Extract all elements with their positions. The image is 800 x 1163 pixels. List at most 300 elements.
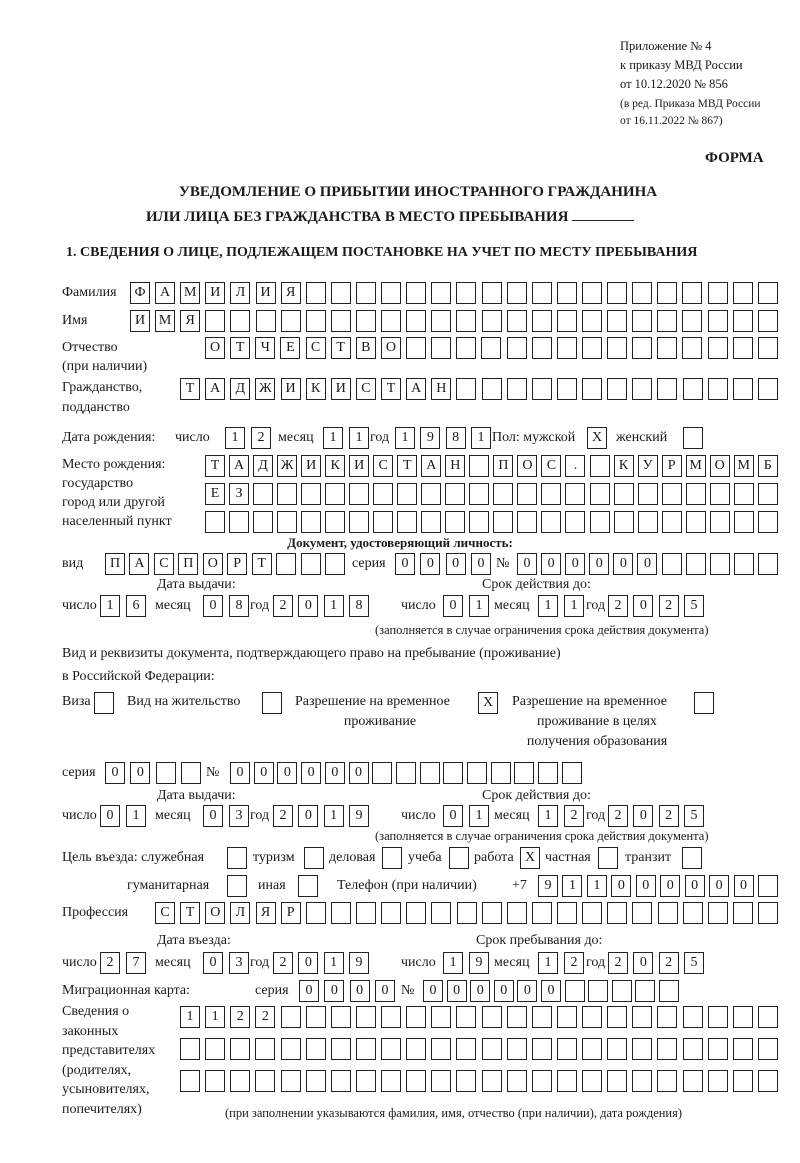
valid-year-boxes[interactable] xyxy=(608,595,704,617)
char-box[interactable] xyxy=(557,1006,577,1028)
char-box[interactable]: 0 xyxy=(443,805,463,827)
char-box[interactable] xyxy=(276,553,296,575)
char-box[interactable]: 2 xyxy=(564,952,584,974)
char-box[interactable] xyxy=(683,1038,703,1060)
char-box[interactable]: 9 xyxy=(538,875,558,897)
char-box[interactable]: 0 xyxy=(447,980,467,1002)
char-box[interactable] xyxy=(481,337,501,359)
char-box[interactable]: 2 xyxy=(273,595,293,617)
char-box[interactable]: О xyxy=(203,553,223,575)
char-box[interactable] xyxy=(356,310,376,332)
char-box[interactable] xyxy=(469,483,489,505)
char-box[interactable]: Е xyxy=(205,483,225,505)
char-box[interactable]: 0 xyxy=(471,553,491,575)
char-box[interactable]: М xyxy=(734,455,754,477)
char-box[interactable] xyxy=(565,511,585,533)
char-box[interactable] xyxy=(590,511,610,533)
char-box[interactable] xyxy=(445,483,465,505)
char-box[interactable] xyxy=(356,282,376,304)
char-box[interactable]: 0 xyxy=(349,762,369,784)
char-box[interactable]: 1 xyxy=(225,427,245,449)
char-box[interactable] xyxy=(467,762,487,784)
char-box[interactable]: 1 xyxy=(587,875,607,897)
char-box[interactable] xyxy=(532,1038,552,1060)
char-box[interactable] xyxy=(733,378,753,400)
name-boxes[interactable] xyxy=(130,310,778,332)
residence-checkbox[interactable] xyxy=(262,692,282,714)
char-box[interactable] xyxy=(456,1038,476,1060)
char-box[interactable]: 0 xyxy=(633,595,653,617)
char-box[interactable] xyxy=(532,282,552,304)
migration-number-boxes[interactable] xyxy=(423,980,679,1002)
char-box[interactable]: Я xyxy=(281,282,301,304)
char-box[interactable] xyxy=(532,337,552,359)
char-box[interactable] xyxy=(381,902,401,924)
char-box[interactable] xyxy=(281,310,301,332)
char-box[interactable] xyxy=(331,282,351,304)
char-box[interactable]: 0 xyxy=(637,553,657,575)
char-box[interactable] xyxy=(614,511,634,533)
char-box[interactable] xyxy=(532,310,552,332)
char-box[interactable]: 5 xyxy=(684,952,704,974)
doc-kind-boxes[interactable] xyxy=(105,553,345,575)
issue-day-boxes[interactable] xyxy=(100,595,146,617)
citizenship-boxes[interactable] xyxy=(180,378,778,400)
char-box[interactable] xyxy=(306,1006,326,1028)
char-box[interactable] xyxy=(557,337,577,359)
char-box[interactable] xyxy=(517,483,537,505)
char-box[interactable] xyxy=(229,511,249,533)
char-box[interactable] xyxy=(181,762,201,784)
char-box[interactable] xyxy=(491,762,511,784)
char-box[interactable]: 0 xyxy=(324,980,344,1002)
char-box[interactable] xyxy=(356,1070,376,1092)
char-box[interactable] xyxy=(590,455,610,477)
char-box[interactable] xyxy=(180,1070,200,1092)
char-box[interactable] xyxy=(381,1070,401,1092)
char-box[interactable] xyxy=(443,762,463,784)
char-box[interactable] xyxy=(710,483,730,505)
char-box[interactable] xyxy=(281,1006,301,1028)
char-box[interactable] xyxy=(541,511,561,533)
char-box[interactable]: 1 xyxy=(100,595,120,617)
purpose-tourism-checkbox[interactable] xyxy=(304,847,324,869)
char-box[interactable] xyxy=(507,337,527,359)
char-box[interactable]: 9 xyxy=(349,952,369,974)
birthplace-boxes-1[interactable] xyxy=(205,455,778,477)
char-box[interactable] xyxy=(582,282,602,304)
char-box[interactable]: С xyxy=(306,337,326,359)
char-box[interactable]: 0 xyxy=(100,805,120,827)
char-box[interactable] xyxy=(421,511,441,533)
char-box[interactable]: 1 xyxy=(471,427,491,449)
char-box[interactable] xyxy=(565,483,585,505)
purpose-transit-checkbox[interactable] xyxy=(682,847,702,869)
char-box[interactable]: 1 xyxy=(180,1006,200,1028)
char-box[interactable] xyxy=(431,337,451,359)
char-box[interactable] xyxy=(734,511,754,533)
char-box[interactable] xyxy=(431,282,451,304)
char-box[interactable] xyxy=(406,282,426,304)
char-box[interactable]: С xyxy=(356,378,376,400)
char-box[interactable]: Д xyxy=(230,378,250,400)
migration-series-boxes[interactable] xyxy=(299,980,395,1002)
char-box[interactable] xyxy=(638,483,658,505)
char-box[interactable]: 0 xyxy=(130,762,150,784)
char-box[interactable] xyxy=(733,1038,753,1060)
char-box[interactable] xyxy=(658,902,678,924)
char-box[interactable]: 8 xyxy=(446,427,466,449)
char-box[interactable]: П xyxy=(105,553,125,575)
char-box[interactable] xyxy=(507,1038,527,1060)
char-box[interactable]: Р xyxy=(281,902,301,924)
char-box[interactable] xyxy=(406,310,426,332)
char-box[interactable]: О xyxy=(205,337,225,359)
char-box[interactable]: К xyxy=(325,455,345,477)
char-box[interactable] xyxy=(256,310,276,332)
char-box[interactable] xyxy=(557,378,577,400)
char-box[interactable]: 2 xyxy=(608,595,628,617)
char-box[interactable] xyxy=(205,511,225,533)
char-box[interactable]: 2 xyxy=(659,805,679,827)
char-box[interactable] xyxy=(657,337,677,359)
char-box[interactable] xyxy=(708,310,728,332)
char-box[interactable]: 0 xyxy=(395,553,415,575)
purpose-private-checkbox[interactable] xyxy=(598,847,618,869)
char-box[interactable] xyxy=(482,1070,502,1092)
char-box[interactable]: 2 xyxy=(608,805,628,827)
char-box[interactable]: Т xyxy=(180,378,200,400)
char-box[interactable] xyxy=(557,1070,577,1092)
char-box[interactable]: О xyxy=(517,455,537,477)
char-box[interactable] xyxy=(381,1006,401,1028)
char-box[interactable]: Ч xyxy=(255,337,275,359)
char-box[interactable] xyxy=(734,553,754,575)
char-box[interactable] xyxy=(482,1038,502,1060)
char-box[interactable] xyxy=(507,378,527,400)
char-box[interactable]: Е xyxy=(280,337,300,359)
char-box[interactable]: И xyxy=(281,378,301,400)
char-box[interactable]: 0 xyxy=(541,553,561,575)
char-box[interactable] xyxy=(406,1070,426,1092)
char-box[interactable] xyxy=(710,553,730,575)
char-box[interactable] xyxy=(507,310,527,332)
char-box[interactable] xyxy=(683,1006,703,1028)
char-box[interactable] xyxy=(758,902,778,924)
char-box[interactable] xyxy=(632,902,652,924)
char-box[interactable] xyxy=(607,310,627,332)
char-box[interactable]: 5 xyxy=(684,805,704,827)
char-box[interactable] xyxy=(758,337,778,359)
char-box[interactable] xyxy=(456,1070,476,1092)
doc-number-boxes[interactable] xyxy=(517,553,778,575)
char-box[interactable]: Б xyxy=(758,455,778,477)
char-box[interactable]: 0 xyxy=(611,875,631,897)
char-box[interactable] xyxy=(356,902,376,924)
char-box[interactable] xyxy=(301,553,321,575)
char-box[interactable] xyxy=(421,483,441,505)
char-box[interactable]: 1 xyxy=(349,427,369,449)
char-box[interactable] xyxy=(638,511,658,533)
char-box[interactable] xyxy=(205,310,225,332)
char-box[interactable]: И xyxy=(130,310,150,332)
char-box[interactable]: 0 xyxy=(734,875,754,897)
char-box[interactable] xyxy=(306,1038,326,1060)
purpose-service-checkbox[interactable] xyxy=(227,847,247,869)
char-box[interactable] xyxy=(431,1070,451,1092)
char-box[interactable] xyxy=(406,1006,426,1028)
char-box[interactable] xyxy=(331,310,351,332)
char-box[interactable]: И xyxy=(256,282,276,304)
char-box[interactable]: 2 xyxy=(251,427,271,449)
char-box[interactable] xyxy=(482,378,502,400)
char-box[interactable]: А xyxy=(205,378,225,400)
char-box[interactable] xyxy=(607,1006,627,1028)
char-box[interactable]: 1 xyxy=(395,427,415,449)
char-box[interactable] xyxy=(683,1070,703,1092)
char-box[interactable] xyxy=(632,378,652,400)
char-box[interactable] xyxy=(582,1006,602,1028)
char-box[interactable]: 0 xyxy=(301,762,321,784)
char-box[interactable] xyxy=(456,310,476,332)
char-box[interactable] xyxy=(632,1038,652,1060)
char-box[interactable] xyxy=(614,483,634,505)
char-box[interactable] xyxy=(708,1070,728,1092)
char-box[interactable] xyxy=(657,282,677,304)
char-box[interactable]: А xyxy=(155,282,175,304)
surname-boxes[interactable] xyxy=(130,282,778,304)
char-box[interactable] xyxy=(657,1070,677,1092)
reps-boxes-3[interactable] xyxy=(180,1070,778,1092)
char-box[interactable]: Н xyxy=(431,378,451,400)
char-box[interactable]: Н xyxy=(445,455,465,477)
char-box[interactable]: К xyxy=(614,455,634,477)
char-box[interactable] xyxy=(306,282,326,304)
char-box[interactable]: 9 xyxy=(420,427,440,449)
char-box[interactable] xyxy=(662,553,682,575)
char-box[interactable]: 0 xyxy=(375,980,395,1002)
char-box[interactable] xyxy=(662,483,682,505)
char-box[interactable] xyxy=(381,1038,401,1060)
char-box[interactable] xyxy=(281,1070,301,1092)
char-box[interactable] xyxy=(607,378,627,400)
birthplace-boxes-3[interactable] xyxy=(205,511,778,533)
char-box[interactable]: 0 xyxy=(685,875,705,897)
char-box[interactable] xyxy=(230,1038,250,1060)
char-box[interactable] xyxy=(507,1070,527,1092)
char-box[interactable] xyxy=(381,282,401,304)
char-box[interactable] xyxy=(431,902,451,924)
char-box[interactable]: 1 xyxy=(324,952,344,974)
char-box[interactable]: Т xyxy=(397,455,417,477)
char-box[interactable]: 0 xyxy=(230,762,250,784)
char-box[interactable]: А xyxy=(229,455,249,477)
char-box[interactable]: 1 xyxy=(469,595,489,617)
char-box[interactable] xyxy=(457,902,477,924)
char-box[interactable] xyxy=(331,1038,351,1060)
char-box[interactable] xyxy=(659,980,679,1002)
char-box[interactable] xyxy=(632,282,652,304)
char-box[interactable]: Т xyxy=(205,455,225,477)
char-box[interactable] xyxy=(381,310,401,332)
char-box[interactable]: Ж xyxy=(255,378,275,400)
char-box[interactable]: М xyxy=(686,455,706,477)
char-box[interactable]: 3 xyxy=(229,952,249,974)
char-box[interactable] xyxy=(356,1006,376,1028)
char-box[interactable] xyxy=(301,511,321,533)
char-box[interactable] xyxy=(507,282,527,304)
char-box[interactable] xyxy=(205,1070,225,1092)
char-box[interactable] xyxy=(582,1070,602,1092)
char-box[interactable]: 0 xyxy=(298,952,318,974)
char-box[interactable]: 8 xyxy=(349,595,369,617)
char-box[interactable] xyxy=(356,1038,376,1060)
char-box[interactable] xyxy=(514,762,534,784)
char-box[interactable]: 1 xyxy=(443,952,463,974)
birth-month-boxes[interactable] xyxy=(323,427,369,449)
char-box[interactable]: С xyxy=(155,902,175,924)
char-box[interactable] xyxy=(708,337,728,359)
char-box[interactable]: З xyxy=(229,483,249,505)
char-box[interactable]: 0 xyxy=(517,980,537,1002)
char-box[interactable] xyxy=(632,1006,652,1028)
char-box[interactable] xyxy=(683,378,703,400)
char-box[interactable] xyxy=(733,310,753,332)
char-box[interactable]: 0 xyxy=(277,762,297,784)
permit-valid-month-boxes[interactable] xyxy=(538,805,584,827)
char-box[interactable]: Л xyxy=(230,902,250,924)
female-checkbox[interactable] xyxy=(683,427,703,449)
char-box[interactable] xyxy=(482,282,502,304)
char-box[interactable]: У xyxy=(638,455,658,477)
char-box[interactable] xyxy=(456,337,476,359)
char-box[interactable]: 8 xyxy=(229,595,249,617)
permit-issue-month-boxes[interactable] xyxy=(203,805,249,827)
char-box[interactable] xyxy=(758,310,778,332)
char-box[interactable]: 2 xyxy=(659,952,679,974)
purpose-work-checkbox[interactable]: X xyxy=(520,847,540,869)
char-box[interactable] xyxy=(482,902,502,924)
char-box[interactable] xyxy=(372,762,392,784)
birth-year-boxes[interactable] xyxy=(395,427,491,449)
patronymic-boxes[interactable] xyxy=(205,337,778,359)
purpose-humanitarian-checkbox[interactable] xyxy=(227,875,247,897)
issue-month-boxes[interactable] xyxy=(203,595,249,617)
char-box[interactable]: 1 xyxy=(323,427,343,449)
char-box[interactable] xyxy=(557,282,577,304)
char-box[interactable] xyxy=(396,762,416,784)
purpose-study-checkbox[interactable] xyxy=(449,847,469,869)
char-box[interactable] xyxy=(708,378,728,400)
char-box[interactable]: 0 xyxy=(203,595,223,617)
char-box[interactable] xyxy=(682,337,702,359)
char-box[interactable] xyxy=(532,378,552,400)
char-box[interactable] xyxy=(607,1038,627,1060)
char-box[interactable]: И xyxy=(331,378,351,400)
male-checkbox[interactable]: X xyxy=(587,427,607,449)
char-box[interactable] xyxy=(205,1038,225,1060)
stay-day-boxes[interactable] xyxy=(443,952,489,974)
char-box[interactable] xyxy=(657,378,677,400)
valid-day-boxes[interactable] xyxy=(443,595,489,617)
char-box[interactable] xyxy=(456,282,476,304)
char-box[interactable] xyxy=(253,483,273,505)
char-box[interactable]: С xyxy=(373,455,393,477)
char-box[interactable] xyxy=(607,282,627,304)
char-box[interactable] xyxy=(255,1038,275,1060)
char-box[interactable] xyxy=(682,310,702,332)
char-box[interactable] xyxy=(373,483,393,505)
char-box[interactable] xyxy=(758,875,778,897)
char-box[interactable] xyxy=(331,902,351,924)
char-box[interactable]: И xyxy=(205,282,225,304)
char-box[interactable] xyxy=(306,310,326,332)
char-box[interactable] xyxy=(431,310,451,332)
char-box[interactable] xyxy=(301,483,321,505)
char-box[interactable] xyxy=(349,511,369,533)
char-box[interactable]: 1 xyxy=(538,805,558,827)
char-box[interactable] xyxy=(734,483,754,505)
char-box[interactable] xyxy=(482,310,502,332)
stay-month-boxes[interactable] xyxy=(538,952,584,974)
char-box[interactable]: 0 xyxy=(420,553,440,575)
char-box[interactable]: П xyxy=(178,553,198,575)
char-box[interactable] xyxy=(397,483,417,505)
permit-series-boxes[interactable] xyxy=(105,762,201,784)
char-box[interactable]: . xyxy=(565,455,585,477)
char-box[interactable]: Т xyxy=(180,902,200,924)
char-box[interactable]: 0 xyxy=(446,553,466,575)
char-box[interactable]: 0 xyxy=(541,980,561,1002)
char-box[interactable]: С xyxy=(541,455,561,477)
char-box[interactable] xyxy=(657,1006,677,1028)
char-box[interactable]: 7 xyxy=(126,952,146,974)
char-box[interactable]: О xyxy=(205,902,225,924)
char-box[interactable]: 0 xyxy=(613,553,633,575)
char-box[interactable] xyxy=(406,1038,426,1060)
char-box[interactable] xyxy=(180,1038,200,1060)
char-box[interactable] xyxy=(538,762,558,784)
char-box[interactable] xyxy=(156,762,176,784)
char-box[interactable] xyxy=(507,902,527,924)
char-box[interactable]: 2 xyxy=(230,1006,250,1028)
char-box[interactable] xyxy=(306,1070,326,1092)
char-box[interactable]: 1 xyxy=(205,1006,225,1028)
char-box[interactable] xyxy=(445,511,465,533)
char-box[interactable]: 2 xyxy=(273,805,293,827)
entry-month-boxes[interactable] xyxy=(203,952,249,974)
char-box[interactable] xyxy=(562,762,582,784)
char-box[interactable] xyxy=(733,282,753,304)
char-box[interactable] xyxy=(758,378,778,400)
char-box[interactable] xyxy=(406,337,426,359)
char-box[interactable] xyxy=(662,511,682,533)
permit-valid-year-boxes[interactable] xyxy=(608,805,704,827)
char-box[interactable]: 2 xyxy=(100,952,120,974)
char-box[interactable] xyxy=(431,1006,451,1028)
char-box[interactable] xyxy=(331,1070,351,1092)
char-box[interactable]: Я xyxy=(180,310,200,332)
char-box[interactable] xyxy=(255,1070,275,1092)
phone-boxes[interactable] xyxy=(538,875,778,897)
char-box[interactable]: Д xyxy=(253,455,273,477)
permit-valid-day-boxes[interactable] xyxy=(443,805,489,827)
char-box[interactable]: 0 xyxy=(423,980,443,1002)
char-box[interactable] xyxy=(686,511,706,533)
visa-checkbox[interactable] xyxy=(94,692,114,714)
entry-day-boxes[interactable] xyxy=(100,952,146,974)
char-box[interactable] xyxy=(306,902,326,924)
